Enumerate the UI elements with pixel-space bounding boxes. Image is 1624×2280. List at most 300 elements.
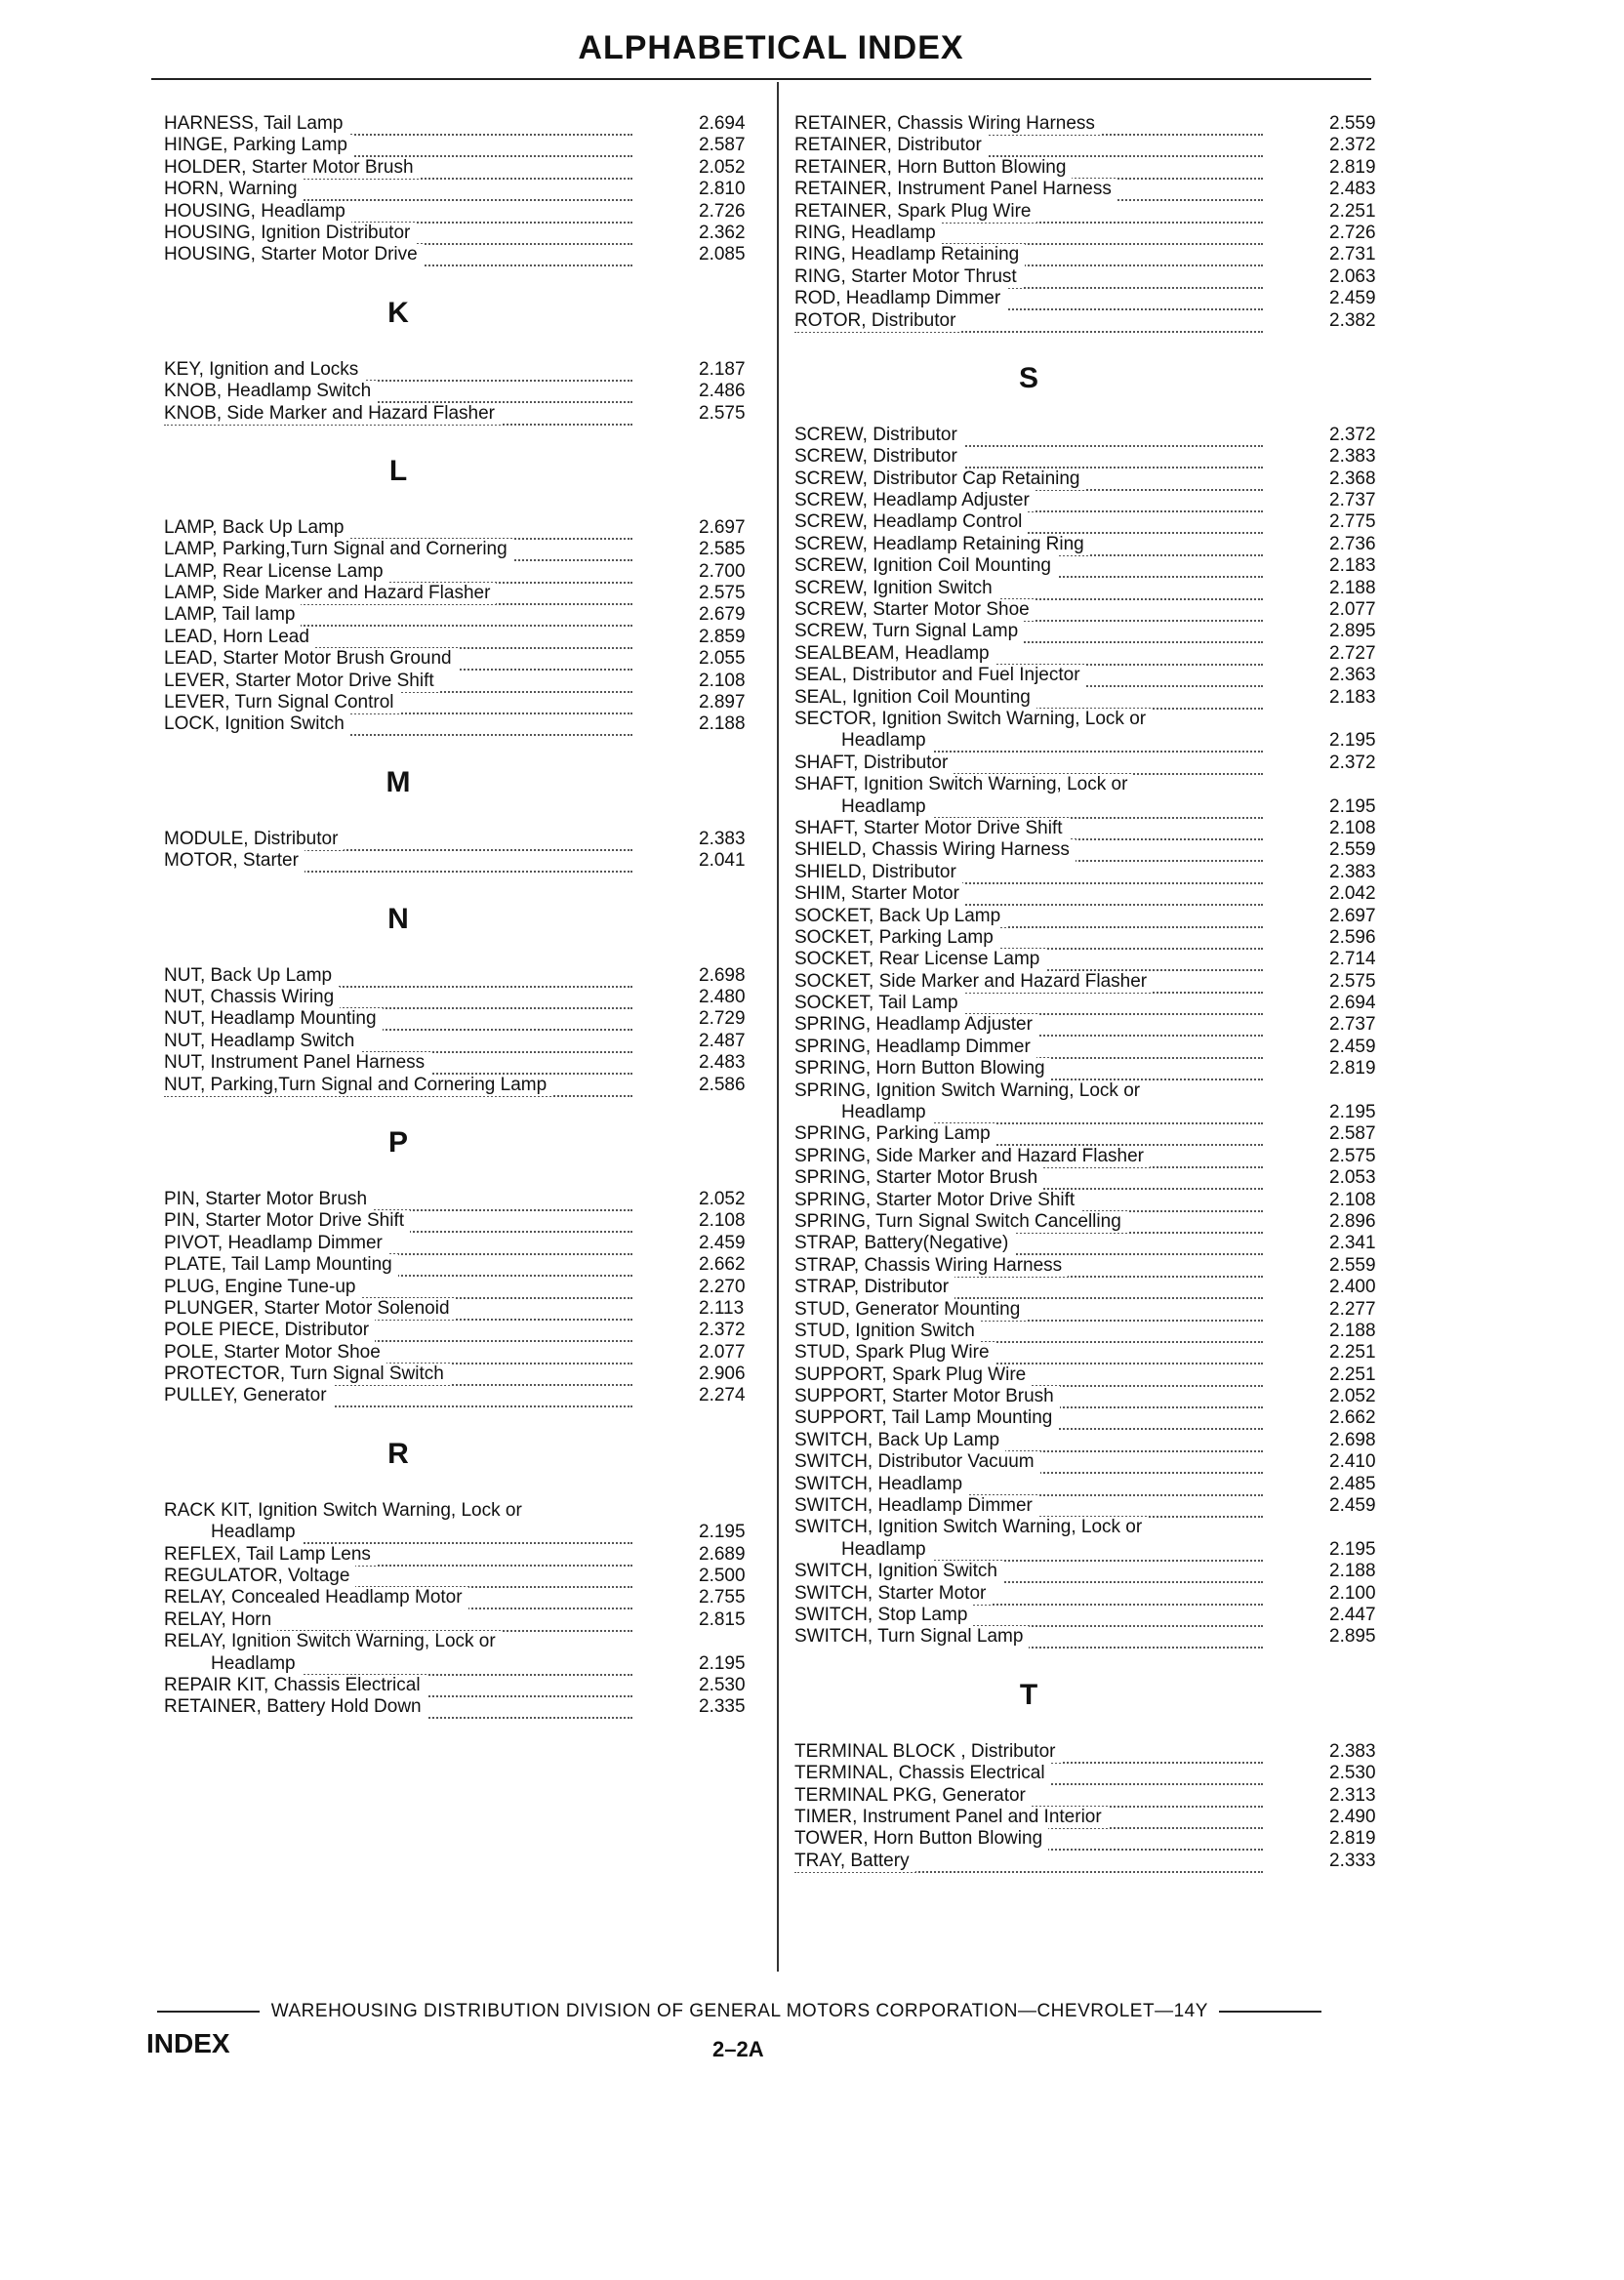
entry-label: RETAINER, Spark Plug Wire bbox=[794, 201, 1036, 223]
index-entry bbox=[794, 1807, 1390, 1828]
entry-label: NUT, Chassis Wiring bbox=[164, 987, 340, 1008]
entry-label: SCREW, Headlamp Adjuster bbox=[794, 490, 1035, 511]
entry-label: SCREW, Distributor Cap Retaining bbox=[794, 468, 1086, 490]
section-heading: M bbox=[386, 765, 411, 798]
entry-page: 2.113 bbox=[699, 1297, 745, 1319]
index-column-right bbox=[794, 113, 1390, 1872]
entry-label: HINGE, Parking Lamp bbox=[164, 135, 353, 156]
entry-page: 2.697 bbox=[1329, 905, 1376, 926]
footer-text: WAREHOUSING DISTRIBUTION DIVISION OF GENERAL MOTORS CORPORATION—CHEVROLET—14Y bbox=[270, 2001, 1208, 2021]
entry-label: SCREW, Distributor bbox=[794, 425, 963, 446]
entry-label: TERMINAL PKG, Generator bbox=[794, 1785, 1032, 1807]
entry-label: SPRING, Side Marker and Hazard Flasher bbox=[794, 1146, 1150, 1167]
entry-label: HOUSING, Ignition Distributor bbox=[164, 223, 416, 244]
index-entry bbox=[164, 1566, 759, 1587]
entry-page: 2.335 bbox=[699, 1696, 746, 1718]
entry-page: 2.372 bbox=[1329, 752, 1376, 773]
index-entry bbox=[164, 381, 759, 402]
entry-page: 2.559 bbox=[1329, 839, 1376, 861]
entry-page: 2.372 bbox=[699, 1320, 746, 1341]
entry-page: 2.575 bbox=[1329, 1145, 1376, 1166]
entry-page: 2.859 bbox=[699, 626, 746, 647]
index-entry bbox=[794, 555, 1390, 577]
entry-label: SWITCH, Ignition Switch bbox=[794, 1561, 1003, 1582]
entry-label: SPRING, Horn Button Blowing bbox=[794, 1058, 1051, 1079]
entry-page: 2.108 bbox=[1329, 1189, 1376, 1210]
entry-page: 2.188 bbox=[1329, 577, 1376, 598]
entry-page: 2.731 bbox=[1329, 244, 1376, 265]
index-entry bbox=[164, 1364, 759, 1385]
index-entry bbox=[794, 534, 1390, 555]
entry-label: TERMINAL BLOCK , Distributor bbox=[794, 1741, 1061, 1763]
entry-label: SEAL, Distributor and Fuel Injector bbox=[794, 665, 1086, 686]
entry-page: 2.183 bbox=[1329, 686, 1376, 708]
index-entry bbox=[164, 987, 759, 1008]
entry-page: 2.053 bbox=[1329, 1167, 1376, 1189]
entry-page: 2.815 bbox=[699, 1608, 746, 1630]
section-label: INDEX bbox=[146, 2028, 230, 2058]
entry-label: SECTOR, Ignition Switch Warning, Lock or bbox=[794, 709, 1152, 730]
entry-page: 2.459 bbox=[1329, 288, 1376, 309]
section-heading: R bbox=[387, 1437, 409, 1470]
index-entry bbox=[794, 223, 1390, 244]
index-entry bbox=[794, 796, 1390, 818]
entry-page: 2.698 bbox=[1329, 1429, 1376, 1450]
index-entry bbox=[794, 774, 1390, 795]
entry-page: 2.077 bbox=[1329, 599, 1376, 621]
entry-page: 2.575 bbox=[699, 402, 746, 424]
index-entry bbox=[794, 1451, 1390, 1473]
index-entry bbox=[794, 1037, 1390, 1058]
entry-label: RELAY, Horn bbox=[164, 1609, 277, 1631]
entry-page: 2.596 bbox=[1329, 926, 1376, 948]
entry-label: LOCK, Ignition Switch bbox=[164, 713, 350, 735]
entry-page: 2.341 bbox=[1329, 1233, 1376, 1254]
index-entry bbox=[794, 1517, 1390, 1538]
entry-label: RING, Starter Motor Thrust bbox=[794, 266, 1023, 288]
footer bbox=[151, 2001, 1381, 2022]
entry-page: 2.483 bbox=[699, 1052, 746, 1074]
entry-page: 2.700 bbox=[699, 560, 746, 582]
entry-label: RETAINER, Battery Hold Down bbox=[164, 1696, 427, 1718]
index-entry bbox=[794, 1539, 1390, 1561]
index-entry bbox=[794, 468, 1390, 490]
index-entry bbox=[164, 1233, 759, 1254]
entry-label: RELAY, Ignition Switch Warning, Lock or bbox=[164, 1631, 502, 1652]
entry-label: SEALBEAM, Headlamp bbox=[794, 643, 995, 665]
entry-page: 2.727 bbox=[1329, 642, 1376, 664]
index-entry bbox=[164, 1653, 759, 1675]
entry-page: 2.447 bbox=[1329, 1605, 1376, 1625]
index-entry bbox=[794, 1058, 1390, 1079]
entry-label: LEAD, Starter Motor Brush Ground bbox=[164, 648, 458, 670]
index-entry bbox=[794, 1828, 1390, 1850]
entry-page: 2.736 bbox=[1329, 533, 1376, 554]
section-heading: N bbox=[387, 902, 409, 935]
entry-label: LAMP, Tail lamp bbox=[164, 604, 301, 626]
entry-label: SCREW, Turn Signal Lamp bbox=[794, 621, 1024, 642]
entry-label: PIVOT, Headlamp Dimmer bbox=[164, 1233, 388, 1254]
index-entry bbox=[164, 1631, 759, 1652]
index-entry bbox=[794, 310, 1390, 332]
index-entry bbox=[794, 1211, 1390, 1233]
page-title: ALPHABETICAL INDEX bbox=[578, 29, 964, 66]
entry-page: 2.679 bbox=[699, 604, 746, 626]
index-entry bbox=[794, 1605, 1390, 1626]
entry-label: SWITCH, Headlamp Dimmer bbox=[794, 1495, 1038, 1517]
entry-label: MODULE, Distributor bbox=[164, 829, 344, 850]
entry-label: RETAINER, Instrument Panel Harness bbox=[794, 179, 1117, 200]
index-entry bbox=[794, 1364, 1390, 1386]
entry-label: LEVER, Turn Signal Control bbox=[164, 692, 400, 713]
entry-page: 2.895 bbox=[1329, 1626, 1376, 1648]
entry-label: RELAY, Concealed Headlamp Motor bbox=[164, 1587, 468, 1608]
entry-label: TRAY, Battery bbox=[794, 1851, 915, 1872]
entry-label: PLUNGER, Starter Motor Solenoid bbox=[164, 1298, 456, 1320]
entry-label: SCREW, Ignition Switch bbox=[794, 578, 998, 599]
index-entry bbox=[794, 1102, 1390, 1123]
entry-label: SCREW, Distributor bbox=[794, 446, 963, 468]
index-entry bbox=[794, 709, 1390, 730]
index-entry bbox=[164, 1696, 759, 1718]
entry-page: 2.483 bbox=[1329, 179, 1376, 200]
entry-page: 2.459 bbox=[699, 1232, 746, 1253]
index-entry bbox=[794, 1321, 1390, 1342]
entry-label: SWITCH, Distributor Vacuum bbox=[794, 1451, 1040, 1473]
entry-page: 2.383 bbox=[1329, 861, 1376, 882]
index-entry bbox=[164, 965, 759, 987]
entry-label: TERMINAL, Chassis Electrical bbox=[794, 1763, 1051, 1784]
index-entry bbox=[164, 1609, 759, 1631]
index-entry bbox=[794, 971, 1390, 993]
entry-label: SHAFT, Distributor bbox=[794, 753, 954, 774]
entry-page: 2.896 bbox=[1329, 1210, 1376, 1232]
index-entry bbox=[794, 1495, 1390, 1517]
index-entry bbox=[164, 627, 759, 648]
index-entry bbox=[794, 490, 1390, 511]
index-entry bbox=[794, 839, 1390, 861]
entry-label: NUT, Instrument Panel Harness bbox=[164, 1052, 430, 1074]
entry-page: 2.559 bbox=[1329, 1254, 1376, 1276]
index-entry bbox=[794, 1741, 1390, 1763]
index-entry bbox=[164, 561, 759, 583]
entry-page: 2.333 bbox=[1329, 1850, 1376, 1871]
entry-page: 2.485 bbox=[1329, 1473, 1376, 1494]
index-entry bbox=[164, 1298, 759, 1320]
index-entry bbox=[794, 1190, 1390, 1211]
index-entry bbox=[164, 1075, 759, 1096]
index-entry bbox=[794, 157, 1390, 179]
index-entry bbox=[794, 1299, 1390, 1321]
entry-page: 2.694 bbox=[1329, 993, 1376, 1014]
entry-page: 2.100 bbox=[1329, 1582, 1376, 1604]
entry-label: KEY, Ignition and Locks bbox=[164, 359, 364, 381]
index-entry bbox=[794, 113, 1390, 135]
index-entry bbox=[794, 1167, 1390, 1189]
index-entry bbox=[164, 1342, 759, 1364]
index-entry bbox=[164, 113, 759, 135]
entry-label: NUT, Parking,Turn Signal and Cornering Lamp bbox=[164, 1075, 552, 1096]
index-entry bbox=[164, 1675, 759, 1696]
index-entry bbox=[794, 578, 1390, 599]
entry-label: Headlamp bbox=[164, 1522, 302, 1543]
entry-page: 2.063 bbox=[1329, 265, 1376, 287]
entry-page: 2.195 bbox=[1329, 730, 1376, 752]
entry-page: 2.188 bbox=[699, 713, 746, 735]
entry-label: HORN, Warning bbox=[164, 179, 304, 200]
index-column-left bbox=[164, 113, 759, 1719]
index-entry bbox=[794, 1763, 1390, 1784]
entry-label: LAMP, Rear License Lamp bbox=[164, 561, 389, 583]
index-entry bbox=[164, 1500, 759, 1522]
entry-label: NUT, Back Up Lamp bbox=[164, 965, 338, 987]
entry-label: HARNESS, Tail Lamp bbox=[164, 113, 348, 135]
index-entry bbox=[794, 446, 1390, 468]
entry-page: 2.819 bbox=[1329, 1828, 1376, 1850]
index-entry bbox=[794, 753, 1390, 774]
entry-label: RETAINER, Horn Button Blowing bbox=[794, 157, 1072, 179]
entry-label: NUT, Headlamp Switch bbox=[164, 1031, 360, 1052]
entry-label: SCREW, Ignition Coil Mounting bbox=[794, 555, 1057, 577]
index-entry bbox=[794, 266, 1390, 288]
index-entry bbox=[794, 1123, 1390, 1145]
index-entry bbox=[794, 818, 1390, 839]
entry-label: LAMP, Parking,Turn Signal and Cornering bbox=[164, 539, 513, 560]
entry-label: LAMP, Side Marker and Hazard Flasher bbox=[164, 583, 496, 604]
entry-page: 2.362 bbox=[699, 222, 746, 243]
entry-label: PLATE, Tail Lamp Mounting bbox=[164, 1254, 398, 1276]
index-entry bbox=[164, 713, 759, 735]
entry-page: 2.587 bbox=[699, 135, 746, 156]
entry-page: 2.052 bbox=[699, 156, 746, 178]
entry-page: 2.041 bbox=[699, 850, 746, 872]
index-entry bbox=[794, 135, 1390, 156]
index-entry bbox=[164, 201, 759, 223]
entry-label: SOCKET, Parking Lamp bbox=[794, 927, 999, 949]
index-entry bbox=[164, 648, 759, 670]
entry-label: KNOB, Headlamp Switch bbox=[164, 381, 377, 402]
entry-page: 2.586 bbox=[699, 1074, 746, 1095]
entry-page: 2.662 bbox=[699, 1254, 746, 1276]
entry-page: 2.698 bbox=[699, 964, 746, 986]
entry-label: SCREW, Starter Motor Shoe bbox=[794, 599, 1035, 621]
footer-rule-left bbox=[157, 2011, 260, 2013]
entry-page: 2.195 bbox=[1329, 1538, 1376, 1560]
entry-page: 2.277 bbox=[1329, 1298, 1376, 1320]
index-entry bbox=[794, 621, 1390, 642]
index-entry bbox=[794, 730, 1390, 752]
entry-label: SOCKET, Rear License Lamp bbox=[794, 949, 1045, 970]
entry-page: 2.694 bbox=[699, 113, 746, 134]
entry-label: SCREW, Headlamp Control bbox=[794, 511, 1028, 533]
index-entry bbox=[794, 643, 1390, 665]
entry-label: MOTOR, Starter bbox=[164, 850, 304, 872]
footer-rule-right bbox=[1219, 2011, 1321, 2013]
entry-label: Headlamp bbox=[794, 1539, 932, 1561]
index-entry bbox=[794, 906, 1390, 927]
entry-page: 2.810 bbox=[699, 179, 746, 200]
entry-label: ROD, Headlamp Dimmer bbox=[794, 288, 1006, 309]
entry-page: 2.487 bbox=[699, 1030, 746, 1051]
index-entry bbox=[164, 539, 759, 560]
entry-page: 2.382 bbox=[1329, 309, 1376, 331]
title-rule bbox=[151, 78, 1371, 80]
entry-label: STUD, Generator Mounting bbox=[794, 1299, 1026, 1321]
entry-page: 2.819 bbox=[1329, 156, 1376, 178]
entry-label: STUD, Spark Plug Wire bbox=[794, 1342, 995, 1364]
entry-label: SWITCH, Back Up Lamp bbox=[794, 1430, 1005, 1451]
index-entry bbox=[794, 949, 1390, 970]
entry-label: SWITCH, Stop Lamp bbox=[794, 1605, 973, 1626]
entry-label: SUPPORT, Spark Plug Wire bbox=[794, 1364, 1032, 1386]
entry-label: REGULATOR, Voltage bbox=[164, 1566, 355, 1587]
index-entry bbox=[164, 517, 759, 539]
index-entry bbox=[794, 244, 1390, 265]
entry-label: SOCKET, Tail Lamp bbox=[794, 993, 964, 1014]
index-entry bbox=[164, 1189, 759, 1210]
entry-page: 2.108 bbox=[699, 1210, 746, 1232]
entry-label: POLE PIECE, Distributor bbox=[164, 1320, 375, 1341]
entry-page: 2.500 bbox=[699, 1566, 746, 1587]
index-entry bbox=[164, 135, 759, 156]
entry-label: STRAP, Chassis Wiring Harness bbox=[794, 1255, 1068, 1277]
entry-label: SWITCH, Headlamp bbox=[794, 1474, 968, 1495]
entry-page: 2.368 bbox=[1329, 468, 1376, 489]
entry-label: Headlamp bbox=[164, 1653, 302, 1675]
entry-label: REPAIR KIT, Chassis Electrical bbox=[164, 1675, 426, 1696]
entry-page: 2.383 bbox=[699, 828, 746, 849]
entry-label: NUT, Headlamp Mounting bbox=[164, 1008, 383, 1030]
index-entry bbox=[794, 425, 1390, 446]
column-divider bbox=[777, 82, 779, 1972]
index-entry bbox=[164, 1254, 759, 1276]
index-entry bbox=[164, 1320, 759, 1341]
index-entry bbox=[794, 1785, 1390, 1807]
entry-page: 2.195 bbox=[699, 1652, 746, 1674]
index-entry bbox=[164, 403, 759, 425]
entry-label: STRAP, Battery(Negative) bbox=[794, 1233, 1014, 1254]
index-entry bbox=[164, 1031, 759, 1052]
entry-page: 2.697 bbox=[699, 516, 746, 538]
entry-page: 2.251 bbox=[1329, 1342, 1376, 1364]
entry-page: 2.587 bbox=[1329, 1123, 1376, 1145]
page-number: 2–2A bbox=[712, 2037, 764, 2061]
entry-page: 2.459 bbox=[1329, 1495, 1376, 1517]
entry-page: 2.689 bbox=[699, 1543, 746, 1565]
index-entry bbox=[794, 1626, 1390, 1648]
entry-label: SUPPORT, Starter Motor Brush bbox=[794, 1386, 1060, 1407]
index-entry bbox=[164, 671, 759, 692]
entry-page: 2.383 bbox=[1329, 1740, 1376, 1762]
index-entry bbox=[794, 1851, 1390, 1872]
entry-page: 2.575 bbox=[699, 583, 746, 604]
entry-page: 2.775 bbox=[1329, 511, 1376, 533]
index-entry bbox=[164, 1052, 759, 1074]
entry-page: 2.195 bbox=[699, 1522, 746, 1543]
entry-label: TOWER, Horn Button Blowing bbox=[794, 1828, 1048, 1850]
index-entry bbox=[164, 850, 759, 872]
index-entry bbox=[794, 1233, 1390, 1254]
entry-label: SHIELD, Chassis Wiring Harness bbox=[794, 839, 1076, 861]
entry-page: 2.490 bbox=[1329, 1806, 1376, 1827]
entry-label: SPRING, Ignition Switch Warning, Lock or bbox=[794, 1080, 1146, 1102]
entry-label: ROTOR, Distributor bbox=[794, 310, 961, 332]
index-entry bbox=[164, 692, 759, 713]
entry-page: 2.714 bbox=[1329, 949, 1376, 970]
entry-label: SPRING, Starter Motor Drive Shift bbox=[794, 1190, 1080, 1211]
entry-page: 2.530 bbox=[699, 1674, 746, 1695]
index-entry bbox=[794, 1386, 1390, 1407]
entry-label: SEAL, Ignition Coil Mounting bbox=[794, 687, 1036, 709]
entry-label: RING, Headlamp bbox=[794, 223, 942, 244]
entry-label: REFLEX, Tail Lamp Lens bbox=[164, 1544, 377, 1566]
entry-page: 2.055 bbox=[699, 648, 746, 670]
entry-label: STRAP, Distributor bbox=[794, 1277, 954, 1298]
index-entry bbox=[164, 1587, 759, 1608]
entry-page: 2.662 bbox=[1329, 1407, 1376, 1429]
entry-page: 2.459 bbox=[1329, 1036, 1376, 1057]
entry-page: 2.052 bbox=[1329, 1386, 1376, 1407]
entry-page: 2.195 bbox=[1329, 1102, 1376, 1123]
entry-label: LAMP, Back Up Lamp bbox=[164, 517, 349, 539]
entry-page: 2.183 bbox=[1329, 555, 1376, 577]
entry-page: 2.187 bbox=[699, 358, 746, 380]
index-entry bbox=[794, 687, 1390, 709]
entry-page: 2.188 bbox=[1329, 1320, 1376, 1341]
index-entry bbox=[794, 862, 1390, 883]
index-entry bbox=[794, 1407, 1390, 1429]
entry-label: SPRING, Parking Lamp bbox=[794, 1123, 996, 1145]
entry-label: PIN, Starter Motor Drive Shift bbox=[164, 1210, 410, 1232]
index-entry bbox=[164, 1210, 759, 1232]
entry-page: 2.726 bbox=[699, 200, 746, 222]
entry-label: RACK KIT, Ignition Switch Warning, Lock or bbox=[164, 1500, 528, 1522]
entry-page: 2.410 bbox=[1329, 1451, 1376, 1473]
entry-label: LEVER, Starter Motor Drive Shift bbox=[164, 671, 440, 692]
index-entry bbox=[164, 1277, 759, 1298]
index-entry bbox=[164, 157, 759, 179]
entry-page: 2.559 bbox=[1329, 113, 1376, 134]
entry-page: 2.188 bbox=[1329, 1561, 1376, 1582]
entry-label: HOUSING, Starter Motor Drive bbox=[164, 244, 424, 265]
entry-label: HOLDER, Starter Motor Brush bbox=[164, 157, 420, 179]
index-entry bbox=[794, 1342, 1390, 1364]
entry-label: SWITCH, Ignition Switch Warning, Lock or bbox=[794, 1517, 1148, 1538]
entry-page: 2.195 bbox=[1329, 795, 1376, 817]
index-entry bbox=[794, 179, 1390, 200]
entry-label: RETAINER, Chassis Wiring Harness bbox=[794, 113, 1101, 135]
entry-page: 2.530 bbox=[1329, 1763, 1376, 1784]
entry-label: SOCKET, Back Up Lamp bbox=[794, 906, 1006, 927]
entry-label: PROTECTOR, Turn Signal Switch bbox=[164, 1364, 450, 1385]
entry-page: 2.480 bbox=[699, 986, 746, 1007]
entry-label: SPRING, Headlamp Dimmer bbox=[794, 1037, 1036, 1058]
entry-label: Headlamp bbox=[794, 796, 932, 818]
index-entry bbox=[164, 1522, 759, 1543]
entry-label: SHIELD, Distributor bbox=[794, 862, 962, 883]
entry-label: POLE, Starter Motor Shoe bbox=[164, 1342, 386, 1364]
entry-label: SPRING, Starter Motor Brush bbox=[794, 1167, 1043, 1189]
entry-page: 2.251 bbox=[1329, 1364, 1376, 1385]
entry-label: HOUSING, Headlamp bbox=[164, 201, 351, 223]
index-entry bbox=[794, 665, 1390, 686]
entry-page: 2.400 bbox=[1329, 1277, 1376, 1298]
index-entry bbox=[164, 1008, 759, 1030]
entry-label: LEAD, Horn Lead bbox=[164, 627, 315, 648]
entry-label: SHAFT, Ignition Switch Warning, Lock or bbox=[794, 774, 1133, 795]
index-entry bbox=[164, 179, 759, 200]
index-entry bbox=[794, 201, 1390, 223]
